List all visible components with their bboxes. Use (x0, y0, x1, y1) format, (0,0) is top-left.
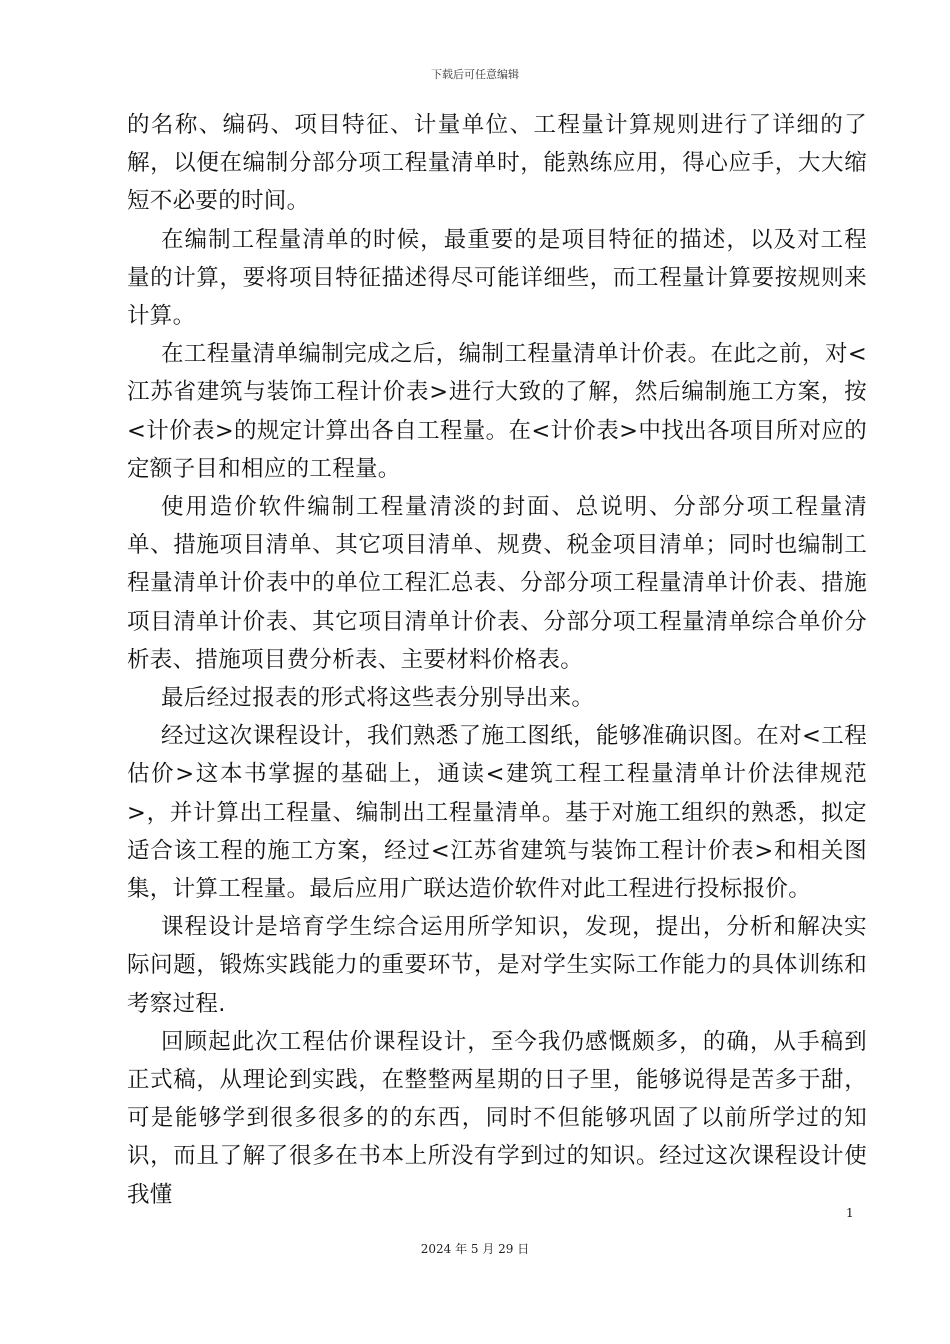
paragraph-2: 在编制工程量清单的时候，最重要的是项目特征的描述，以及对工程量的计算，要将项目特征描述得尽可能详细些，而工程量计算要按规则来计算。 (127, 226, 867, 330)
document-body (127, 106, 867, 1214)
paragraph-6: 经过这次课程设计，我们熟悉了施工图纸，能够准确识图。在对<工程估价>这本书掌握的基础上，通读<建筑工程工程量清单计价法律规范>，并计算出工程量、编制出工程量清单。基于对施工组织的熟悉，拟定适合该工程的施工方案，经过<江苏省建筑与装饰工程计价表>和相关图集，计算工程量。最后应用广联达造价软件对此工程进行投标报价。 (127, 723, 867, 903)
page-footer-date: 2024 年 5 月 29 日 (420, 1242, 530, 1256)
paragraph-7: 课程设计是培育学生综合运用所学知识，发现，提出，分析和解决实际问题，锻炼实践能力的重要环节，是对学生实际工作能力的具体训练和考察过程. (127, 914, 867, 1017)
page-number: 1 (846, 1206, 854, 1220)
paragraph-8: 回顾起此次工程估价课程设计，至今我仍感慨颇多，的确，从手稿到正式稿，从理论到实践，在整整两星期的日子里，能够说得是苦多于甜，可是能够学到很多很多的的东西，同时不但能够巩固了以前所学过的知识，而且了解了很多在书本上所没有学到过的知识。经过这次课程设计使我懂 (127, 1028, 867, 1208)
paragraph-4: 使用造价软件编制工程量清淡的封面、总说明、分部分项工程量清单、措施项目清单、其它项目清单、规费、税金项目清单；同时也编制工程量清单计价表中的单位工程汇总表、分部分项工程量清单计价表、措施项目清单计价表、其它项目清单计价表、分部分项工程量清单综合单价分析表、措施项目费分析表、主要材料价格表。 (127, 494, 867, 673)
paragraph-1: 的名称、编码、项目特征、计量单位、工程量计算规则进行了详细的了解，以便在编制分部分项工程量清单时，能熟练应用，得心应手，大大缩短不必要的时间。 (127, 112, 867, 215)
paragraph-5: 最后经过报表的形式将这些表分别导出来。 (161, 685, 595, 712)
paragraph-3: 在工程量清单编制完成之后，编制工程量清单计价表。在此之前，对<江苏省建筑与装饰工程计价表>进行大致的了解，然后编制施工方案，按<计价表>的规定计算出各自工程量。在<计价表>中找出各项目所对应的定额子目和相应的工程量。 (127, 341, 867, 482)
page-header: 下载后可任意编辑 (431, 68, 519, 81)
